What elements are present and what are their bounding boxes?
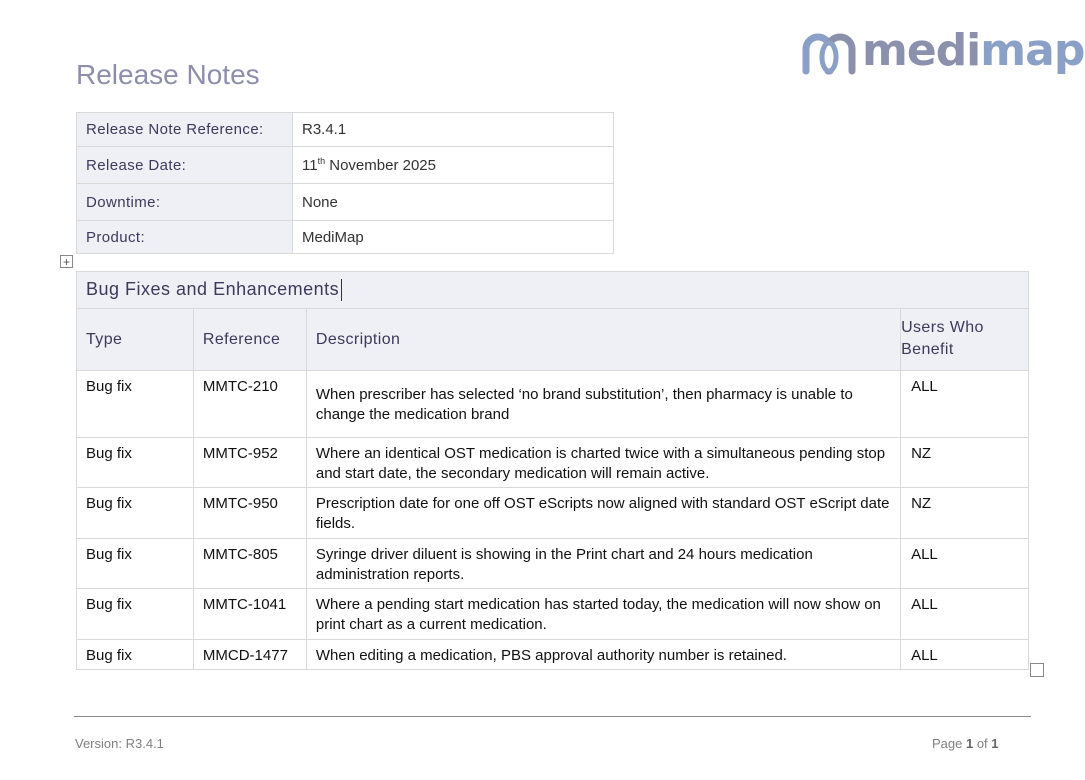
release-date-value: 11th November 2025 [293, 147, 614, 184]
column-header-reference: Reference [193, 309, 306, 371]
row-reference: MMTC-952 [193, 438, 306, 488]
product-label: Product: [77, 221, 293, 254]
row-type: Bug fix [77, 438, 194, 488]
row-type: Bug fix [77, 488, 194, 539]
row-users: NZ [901, 438, 1029, 488]
downtime-row [77, 184, 614, 221]
row-description: Prescription date for one off OST eScripts now aligned with standard OST eScript date fields. [306, 488, 900, 539]
row-users: ALL [901, 640, 1029, 670]
row-reference: MMCD-1477 [193, 640, 306, 670]
medimap-logo [800, 25, 1085, 80]
section-title: Bug Fixes and Enhancements [77, 272, 1029, 309]
release-reference-label: Release Note Reference: [77, 113, 293, 147]
column-header-row [77, 309, 1029, 371]
row-users: ALL [901, 371, 1029, 438]
section-header-row [77, 272, 1029, 309]
downtime-value: None [293, 184, 614, 221]
release-date-row [77, 147, 614, 184]
logo-wordmark: medimap [862, 25, 1085, 76]
column-header-description: Description [306, 309, 900, 371]
release-info-table [76, 112, 614, 254]
row-type: Bug fix [77, 539, 194, 589]
release-reference-value: R3.4.1 [293, 113, 614, 147]
table-resize-handle-icon[interactable] [1030, 663, 1044, 677]
table-row [77, 438, 1029, 488]
row-description: Syringe driver diluent is showing in the Print chart and 24 hours medication administration reports. [306, 539, 900, 589]
table-row [77, 539, 1029, 589]
row-users: ALL [901, 539, 1029, 589]
row-users: NZ [901, 488, 1029, 539]
row-description: When prescriber has selected ‘no brand substitution’, then pharmacy is unable to change the medication brand [306, 371, 900, 438]
release-date-label: Release Date: [77, 147, 293, 184]
table-row [77, 640, 1029, 670]
row-reference: MMTC-950 [193, 488, 306, 539]
page-title: Release Notes [76, 59, 260, 90]
row-description: Where a pending start medication has started today, the medication will now show on print chart as a current medication. [306, 589, 900, 640]
footer-page-number: Page 1 of 1 [932, 736, 999, 751]
row-description: When editing a medication, PBS approval authority number is retained. [306, 640, 900, 670]
text-cursor [341, 279, 342, 301]
table-row [77, 589, 1029, 640]
table-move-handle-icon[interactable]: + [60, 255, 73, 268]
row-users: ALL [901, 589, 1029, 640]
row-reference: MMTC-805 [193, 539, 306, 589]
medimap-logo-mark-icon [800, 31, 858, 77]
release-reference-row [77, 113, 614, 147]
row-type: Bug fix [77, 371, 194, 438]
row-reference: MMTC-210 [193, 371, 306, 438]
column-header-users: Users Who Benefit [901, 309, 1029, 371]
row-type: Bug fix [77, 640, 194, 670]
column-header-type: Type [77, 309, 194, 371]
footer-version: Version: R3.4.1 [75, 736, 164, 751]
row-reference: MMTC-1041 [193, 589, 306, 640]
footer-divider [74, 716, 1031, 717]
downtime-label: Downtime: [77, 184, 293, 221]
table-row [77, 488, 1029, 539]
table-row [77, 371, 1029, 438]
product-value: MediMap [293, 221, 614, 254]
row-type: Bug fix [77, 589, 194, 640]
row-description: Where an identical OST medication is charted twice with a simultaneous pending stop and start date, the secondary medication will remain active. [306, 438, 900, 488]
bug-fixes-table [76, 271, 1029, 670]
product-row [77, 221, 614, 254]
